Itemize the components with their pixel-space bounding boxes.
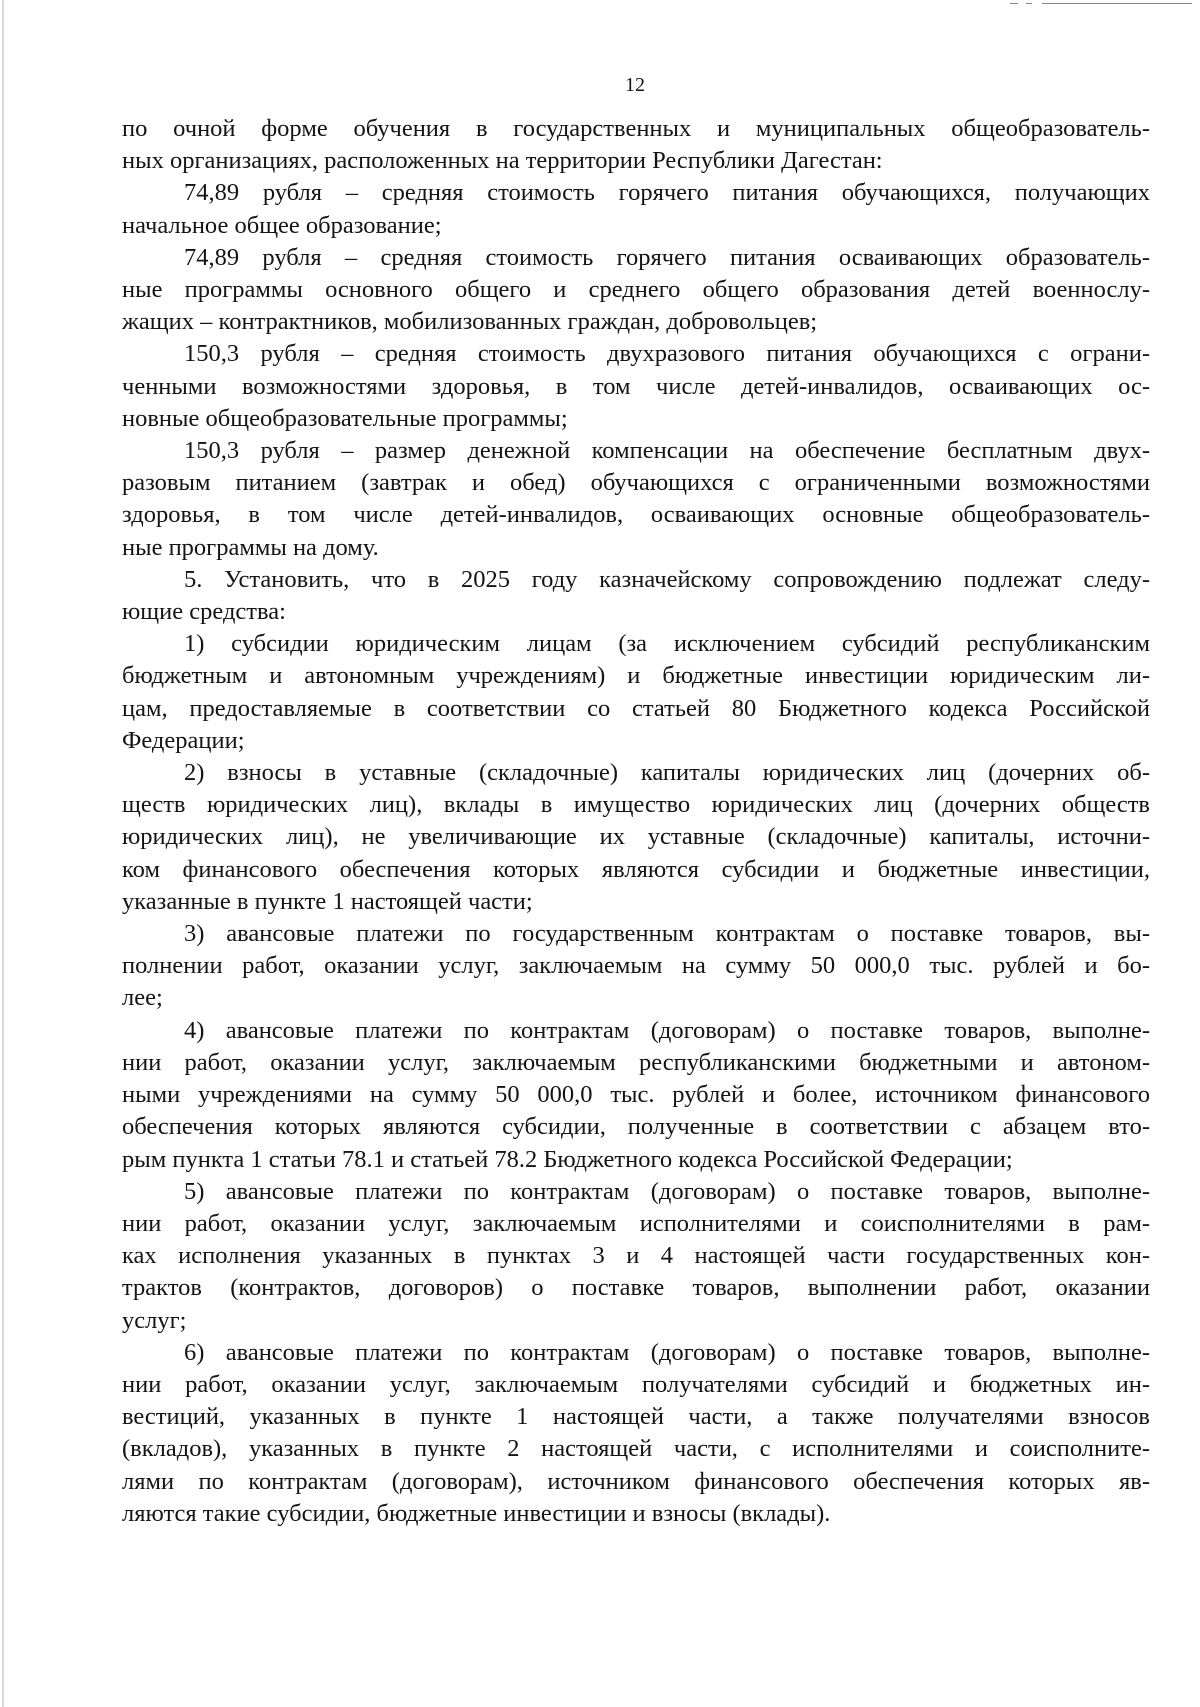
document-body [122, 113, 1150, 1530]
text-line: нии работ, оказании услуг, заключаемым получателями субсидий и бюджетных ин- [122, 1370, 1150, 1398]
text-line: 3) авансовые платежи по государственным контрактам о поставке товаров, вы- [184, 920, 1150, 948]
scan-edge-left [2, 0, 4, 1707]
text-line: ющие средства: [122, 598, 286, 626]
text-line: полнении работ, оказании услуг, заключаемым на сумму 50 000,0 тыс. рублей и бо- [122, 952, 1150, 980]
scan-mark-top [1042, 3, 1192, 4]
text-line: начальное общее образование; [122, 211, 442, 239]
text-line: лее; [122, 984, 163, 1012]
text-line: 74,89 рубля – средняя стоимость горячего питания обучающихся, получающих [184, 179, 1150, 207]
text-line: ляются такие субсидии, бюджетные инвестиции и взносы (вклады). [122, 1499, 831, 1527]
text-line: бюджетным и автономным учреждениям) и бюджетные инвестиции юридическим ли- [122, 662, 1150, 690]
text-line: цам, предоставляемые в соответствии со статьей 80 Бюджетного кодекса Российской [122, 694, 1150, 722]
scan-mark-top [1026, 3, 1032, 4]
scan-mark-top [1010, 3, 1018, 4]
paragraph-item-1 [122, 628, 1150, 757]
text-line: ках исполнения указанных в пунктах 3 и 4 настоящей части государственных кон- [122, 1242, 1150, 1270]
text-line: разовым питанием (завтрак и обед) обучающихся с ограниченными возможностями [122, 469, 1150, 497]
text-line: ченными возможностями здоровья, в том числе детей-инвалидов, осваивающих ос- [122, 372, 1150, 400]
page-number: 12 [625, 74, 645, 96]
paragraph-item-4 [122, 1015, 1150, 1176]
text-line: 5) авансовые платежи по контрактам (договорам) о поставке товаров, выполне- [184, 1177, 1150, 1205]
text-line: 150,3 рубля – размер денежной компенсации на обеспечение бесплатным двух- [184, 437, 1150, 465]
paragraph-clause-5 [122, 564, 1150, 628]
text-line: ществ юридических лиц), вклады в имущество юридических лиц (дочерних обществ [122, 791, 1150, 819]
text-line: ных организациях, расположенных на территории Республики Дагестан: [122, 147, 883, 175]
text-line: ные программы на дому. [122, 533, 379, 561]
text-line: по очной форме обучения в государственных и муниципальных общеобразователь- [122, 115, 1150, 142]
paragraph-item-2 [122, 757, 1150, 918]
paragraph-item-5 [122, 1176, 1150, 1337]
text-line: 5. Установить, что в 2025 году казначейскому сопровождению подлежат следу- [184, 565, 1150, 593]
text-line: 74,89 рубля – средняя стоимость горячего питания осваивающих образователь- [184, 243, 1150, 271]
text-line: здоровья, в том числе детей-инвалидов, осваивающих основные общеобразователь- [122, 501, 1150, 529]
text-line: юридических лиц), не увеличивающие их уставные (складочные) капиталы, источни- [122, 823, 1150, 851]
text-line: ными учреждениями на сумму 50 000,0 тыс. рублей и более, источником финансового [122, 1081, 1150, 1109]
text-line: обеспечения которых являются субсидии, полученные в соответствии с абзацем вто- [122, 1113, 1150, 1141]
text-line: новные общеобразовательные программы; [122, 404, 568, 432]
paragraph-cost-military [122, 242, 1150, 339]
text-line: указанные в пункте 1 настоящей части; [122, 887, 533, 915]
text-line: услуг; [122, 1306, 187, 1334]
text-line: вестиций, указанных в пункте 1 настоящей части, а также получателями взносов [122, 1403, 1150, 1431]
text-line: рым пункта 1 статьи 78.1 и статьей 78.2 Бюджетного кодекса Российской Федерации; [122, 1145, 1013, 1173]
text-line: 150,3 рубля – средняя стоимость двухразового питания обучающихся с ограни- [184, 340, 1150, 368]
text-line: 4) авансовые платежи по контрактам (договорам) о поставке товаров, выполне- [184, 1016, 1150, 1044]
text-line: 2) взносы в уставные (складочные) капиталы юридических лиц (дочерних об- [184, 759, 1150, 787]
text-line: ком финансового обеспечения которых являются субсидии и бюджетные инвестиции, [122, 855, 1150, 883]
text-line: 6) авансовые платежи по контрактам (договорам) о поставке товаров, выполне- [184, 1338, 1150, 1366]
text-line: нии работ, оказании услуг, заключаемым республиканскими бюджетными и автоном- [122, 1048, 1150, 1076]
paragraph-compensation-home [122, 435, 1150, 564]
paragraph-intro [122, 113, 1150, 177]
text-line: Федерации; [122, 726, 245, 754]
text-line: ные программы основного общего и среднего общего образования детей военнослу- [122, 276, 1150, 304]
text-line: нии работ, оказании услуг, заключаемым исполнителями и соисполнителями в рам- [122, 1209, 1150, 1237]
paragraph-cost-disabled [122, 338, 1150, 435]
text-line: трактов (контрактов, договоров) о поставке товаров, выполнении работ, оказании [122, 1274, 1150, 1302]
text-line: жащих – контрактников, мобилизованных граждан, добровольцев; [122, 308, 818, 336]
text-line: 1) субсидии юридическим лицам (за исключением субсидий республиканским [184, 630, 1150, 658]
paragraph-item-6 [122, 1337, 1150, 1530]
paragraph-item-3 [122, 918, 1150, 1015]
paragraph-cost-primary [122, 177, 1150, 241]
text-line: лями по контрактам (договорам), источником финансового обеспечения которых яв- [122, 1467, 1150, 1495]
text-line: (вкладов), указанных в пункте 2 настоящей части, с исполнителями и соисполните- [122, 1435, 1150, 1463]
